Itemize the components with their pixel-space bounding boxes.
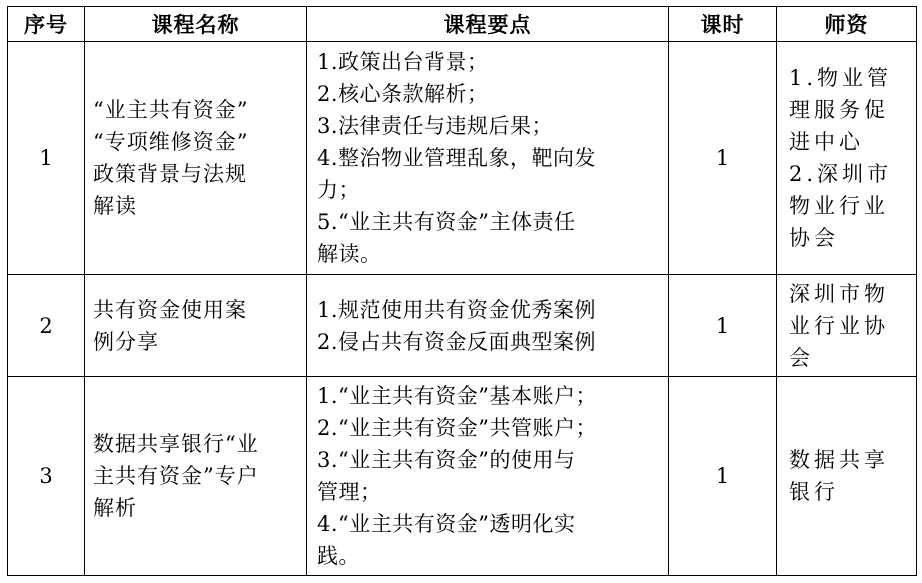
teacher-cell xyxy=(777,42,917,275)
course-name-cell xyxy=(85,275,307,377)
course-point-line: 践。 xyxy=(317,544,360,568)
table-row xyxy=(8,275,917,377)
course-point-line: 2.“业主共有资金”共管账户； xyxy=(317,416,598,440)
teacher-line: 进中心 xyxy=(789,130,864,154)
teacher-line: 理服务促 xyxy=(789,98,889,122)
teacher-cell xyxy=(777,377,917,576)
table-row xyxy=(8,377,917,576)
header-course-name: 课程名称 xyxy=(85,7,307,42)
header-hours: 课时 xyxy=(669,7,777,42)
course-hours: 1 xyxy=(669,377,777,576)
course-name-line: 解读 xyxy=(93,194,137,218)
course-point-line: 2.核心条款解析； xyxy=(317,82,489,106)
course-point-line: 解读。 xyxy=(317,242,382,266)
course-point-line: 1.政策出台背景； xyxy=(317,50,489,74)
teacher-line: 会 xyxy=(789,345,814,370)
course-point-line: 管理； xyxy=(317,480,382,504)
course-point-line: 3.“业主共有资金”的使用与 xyxy=(317,448,576,472)
teacher-line: 物业行业 xyxy=(789,194,889,218)
teacher-line: 1.物业管 xyxy=(789,66,893,90)
course-point-line: 1.规范使用共有资金优秀案例 xyxy=(317,297,597,322)
teacher-line: 数据共享 xyxy=(789,448,889,472)
teacher-cell xyxy=(777,275,917,377)
header-row xyxy=(8,7,917,42)
course-hours: 1 xyxy=(669,42,777,275)
course-points-cell xyxy=(307,377,669,576)
row-index: 2 xyxy=(8,275,85,377)
course-point-line: 3.法律责任与违规后果； xyxy=(317,114,554,138)
table-row xyxy=(8,42,917,275)
course-point-line: 1.“业主共有资金”基本账户； xyxy=(317,384,598,408)
course-point-line: 力； xyxy=(317,178,360,202)
row-index: 1 xyxy=(8,42,85,275)
course-point-line: 2.侵占共有资金反面典型案例 xyxy=(317,329,597,354)
teacher-line: 银行 xyxy=(789,480,839,504)
course-name-cell xyxy=(85,377,307,576)
header-course-points: 课程要点 xyxy=(307,7,669,42)
header-teacher: 师资 xyxy=(777,7,917,42)
teacher-line: 协会 xyxy=(789,226,839,250)
course-point-line: 4.整治物业管理乱象，靶向发 xyxy=(317,146,597,170)
course-name-line: 共有资金使用案 xyxy=(93,297,247,322)
course-name-line: 解析 xyxy=(93,496,137,520)
course-table xyxy=(7,6,917,576)
course-name-line: 数据共享银行“业 xyxy=(93,432,259,456)
course-name-line: 政策背景与法规 xyxy=(93,162,247,186)
course-points-cell xyxy=(307,275,669,377)
course-name-line: “专项维修资金” xyxy=(93,130,249,154)
course-point-line: 5.“业主共有资金”主体责任 xyxy=(317,210,576,234)
course-hours: 1 xyxy=(669,275,777,377)
header-index: 序号 xyxy=(8,7,85,42)
course-point-line: 4.“业主共有资金”透明化实 xyxy=(317,512,576,536)
teacher-line: 业行业协 xyxy=(789,313,889,338)
row-index: 3 xyxy=(8,377,85,576)
teacher-line: 2.深圳市 xyxy=(789,162,893,186)
course-points-cell xyxy=(307,42,669,275)
course-name-line: “业主共有资金” xyxy=(93,98,249,122)
course-name-line: 例分享 xyxy=(93,329,159,354)
course-name-cell xyxy=(85,42,307,275)
course-name-line: 主共有资金”专户 xyxy=(93,464,259,488)
teacher-line: 深圳市物 xyxy=(789,281,889,306)
